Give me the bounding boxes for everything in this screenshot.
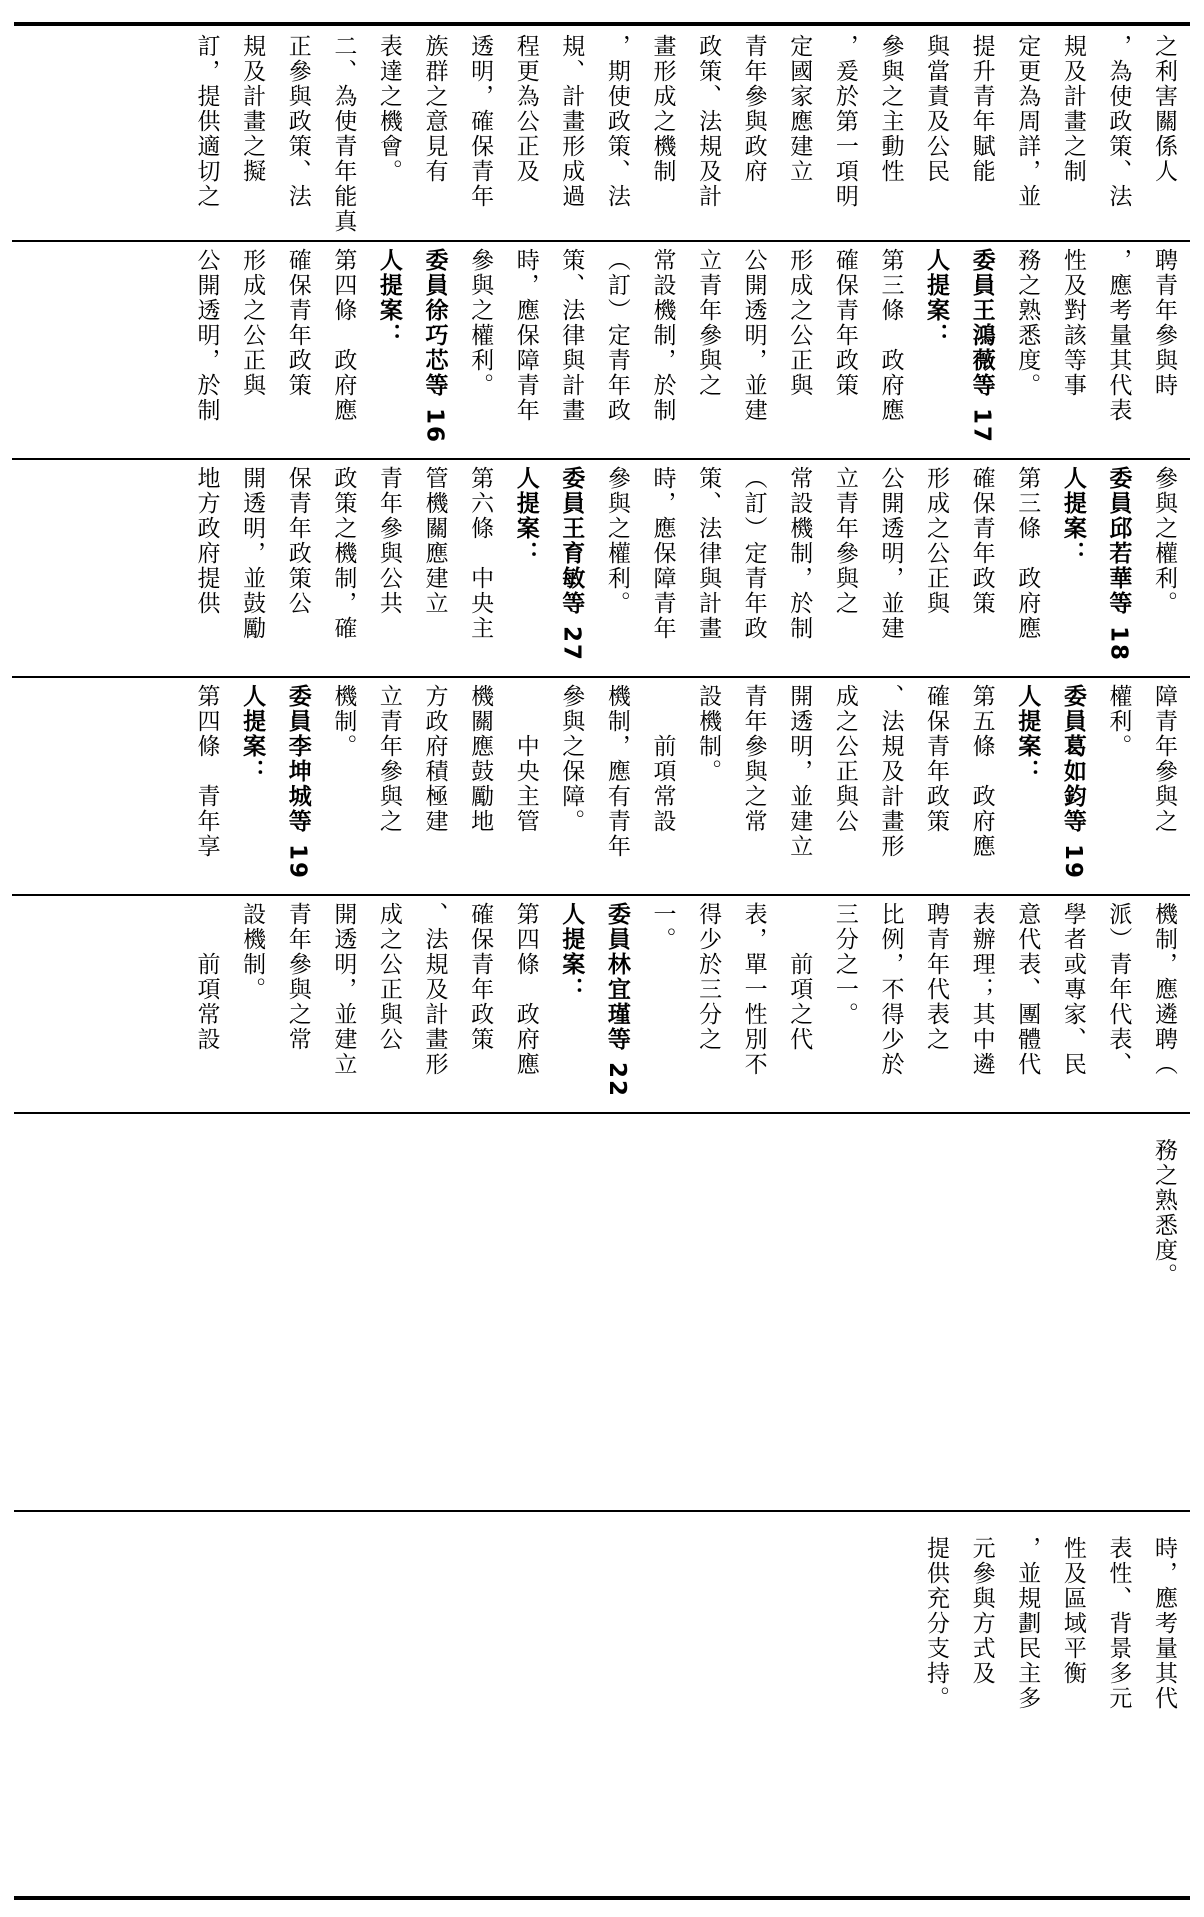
text-line: 第四條 政府應 [512, 902, 539, 1077]
text-line: 人提案： [1059, 466, 1086, 566]
text-line: 人提案： [1014, 684, 1041, 784]
text-line: 時，應考量其代 [1151, 1536, 1177, 1711]
text-line: 形成之公正與 [239, 248, 266, 398]
text-section [14, 902, 1186, 1106]
text-line: 性及對該等事 [1059, 248, 1086, 398]
text-line: 中央主管 [512, 684, 539, 834]
text-line: 確保青年政策 [467, 902, 494, 1052]
text-line: 比例，不得少於 [877, 902, 904, 1077]
text-line: 機制。 [330, 684, 357, 759]
bottom-rule [14, 1896, 1190, 1900]
text-line: 規及計畫之擬 [239, 34, 266, 184]
text-line: 形成之公正與 [786, 248, 813, 398]
text-line: 聘青年代表之 [923, 902, 950, 1052]
text-line: 委員王育敏等 27 [558, 466, 585, 663]
text-section [14, 34, 1186, 234]
text-line: 機制，應有青年 [603, 684, 630, 859]
text-line: 表辦理；其中遴 [968, 902, 995, 1077]
text-line: 青年參與公共 [375, 466, 402, 616]
text-line: 立青年參與之 [831, 466, 858, 616]
text-line: 派）青年代表、 [1105, 902, 1132, 1077]
text-line: 成之公正與公 [831, 684, 858, 834]
text-line: 方政府積極建 [421, 684, 448, 834]
text-line: 委員林宜瑾等 22 [603, 902, 630, 1099]
text-line: 開透明，並鼓勵 [239, 466, 266, 641]
text-line: 表，單一性別不 [740, 902, 767, 1077]
text-line: 立青年參與之 [375, 684, 402, 834]
text-line: ，並規劃民主多 [1014, 1536, 1041, 1711]
text-line: 表達之機會。 [375, 34, 402, 184]
text-line: 策、法律與計畫 [558, 248, 585, 423]
text-line: ，為使政策、法 [1105, 34, 1132, 209]
text-line: 正參與政策、法 [284, 34, 311, 209]
text-line: 機制，應遴聘（ [1151, 902, 1177, 1077]
text-section [14, 684, 1186, 888]
text-line: 第六條 中央主 [467, 466, 494, 641]
text-line: 意代表、團體代 [1014, 902, 1041, 1077]
text-line: 參與之權利。 [1151, 466, 1177, 616]
text-line: 常設機制，於制 [786, 466, 813, 641]
text-section [14, 1138, 1186, 1494]
text-line: 委員李坤城等 19 [284, 684, 311, 881]
text-line: 委員王鴻薇等 17 [968, 248, 995, 445]
text-line: 提升青年賦能 [968, 34, 995, 184]
text-line: 訂，提供適切之 [193, 34, 220, 209]
text-line: 時，應保障青年 [512, 248, 539, 423]
text-line: 委員徐巧芯等 16 [421, 248, 448, 445]
text-line: 開透明，並建立 [330, 902, 357, 1077]
text-line: 參與之權利。 [603, 466, 630, 616]
text-line: 聘青年參與時 [1151, 248, 1177, 398]
text-line: ，爰於第一項明 [831, 34, 858, 209]
text-line: 成之公正與公 [375, 902, 402, 1052]
text-line: 第三條 政府應 [1014, 466, 1041, 641]
text-line: ，應考量其代表 [1105, 248, 1132, 423]
text-line: 人提案： [512, 466, 539, 566]
text-line: 元參與方式及 [968, 1536, 995, 1686]
text-line: 策、法律與計畫 [695, 466, 722, 641]
text-line: 政策之機制，確 [330, 466, 357, 641]
text-line: 規、計畫形成過 [558, 34, 585, 209]
text-line: 與當責及公民 [923, 34, 950, 184]
text-line: 、法規及計畫形 [877, 684, 904, 859]
text-line: 、法規及計畫形 [421, 902, 448, 1077]
text-line: 確保青年政策 [923, 684, 950, 834]
text-line: 第三條 政府應 [877, 248, 904, 423]
text-line: 人提案： [239, 684, 266, 784]
text-line: 參與之主動性 [877, 34, 904, 184]
text-line: （訂）定青年政 [603, 248, 630, 423]
text-line: 青年參與政府 [740, 34, 767, 184]
text-line: 務之熟悉度。 [1014, 248, 1041, 398]
text-section [14, 248, 1186, 452]
text-line: 族群之意見有 [421, 34, 448, 184]
text-line: ，期使政策、法 [603, 34, 630, 209]
text-line: 二、為使青年能真 [330, 34, 357, 234]
text-line: 透明，確保青年 [467, 34, 494, 209]
text-line: 得少於三分之 [695, 902, 722, 1052]
text-line: 開透明，並建立 [786, 684, 813, 859]
text-line: 立青年參與之 [695, 248, 722, 398]
text-line: 畫形成之機制 [649, 34, 676, 184]
text-line: （訂）定青年政 [740, 466, 767, 641]
text-line: 表性、背景多元 [1105, 1536, 1132, 1711]
text-line: 公開透明，於制 [193, 248, 220, 423]
text-line: 保青年政策公 [284, 466, 311, 616]
text-line: 務之熟悉度。 [1151, 1138, 1177, 1288]
text-line: 政策、法規及計 [695, 34, 722, 209]
text-line: 機關應鼓勵地 [467, 684, 494, 834]
text-line: 常設機制，於制 [649, 248, 676, 423]
text-line: 第五條 政府應 [968, 684, 995, 859]
section-rule [12, 458, 1190, 460]
section-divider [14, 1112, 1190, 1114]
text-line: 公開透明，並建 [877, 466, 904, 641]
text-line: 確保青年政策 [284, 248, 311, 398]
section-rule [12, 894, 1190, 896]
top-rule [14, 22, 1190, 26]
text-line: 青年參與之常 [284, 902, 311, 1052]
text-line: 人提案： [558, 902, 585, 1002]
text-line: 地方政府提供 [193, 466, 220, 616]
text-section [14, 466, 1186, 670]
text-line: 之利害關係人 [1151, 34, 1177, 184]
text-line: 障青年參與之 [1151, 684, 1177, 834]
text-line: 委員葛如鈞等 19 [1059, 684, 1086, 881]
text-line: 第四條 青年享 [193, 684, 220, 859]
text-line: 權利。 [1105, 684, 1132, 759]
text-line: 定更為周詳，並 [1014, 34, 1041, 209]
text-line: 管機關應建立 [421, 466, 448, 616]
text-line: 時，應保障青年 [649, 466, 676, 641]
text-line: 參與之保障。 [558, 684, 585, 834]
text-line: 委員邱若華等 18 [1105, 466, 1132, 663]
text-line: 青年參與之常 [740, 684, 767, 834]
text-section [14, 1536, 1186, 1880]
text-line: 提供充分支持。 [923, 1536, 950, 1711]
text-line: 確保青年政策 [831, 248, 858, 398]
text-line: 一。 [649, 902, 676, 952]
text-line: 人提案： [923, 248, 950, 348]
text-line: 三分之一。 [831, 902, 858, 1027]
text-line: 前項常設 [649, 684, 676, 834]
text-line: 第四條 政府應 [330, 248, 357, 423]
text-line: 性及區域平衡 [1059, 1536, 1086, 1686]
text-line: 設機制。 [695, 684, 722, 784]
text-line: 確保青年政策 [968, 466, 995, 616]
section-rule [12, 240, 1190, 242]
text-line: 前項之代 [786, 902, 813, 1052]
section-divider [14, 1510, 1190, 1512]
text-line: 規及計畫之制 [1059, 34, 1086, 184]
text-line: 形成之公正與 [923, 466, 950, 616]
section-rule [12, 676, 1190, 678]
text-line: 人提案： [375, 248, 402, 348]
text-line: 設機制。 [239, 902, 266, 1002]
text-line: 公開透明，並建 [740, 248, 767, 423]
text-line: 學者或專家、民 [1059, 902, 1086, 1077]
text-line: 前項常設 [193, 902, 220, 1052]
text-line: 參與之權利。 [467, 248, 494, 398]
text-line: 定國家應建立 [786, 34, 813, 184]
text-line: 程更為公正及 [512, 34, 539, 184]
